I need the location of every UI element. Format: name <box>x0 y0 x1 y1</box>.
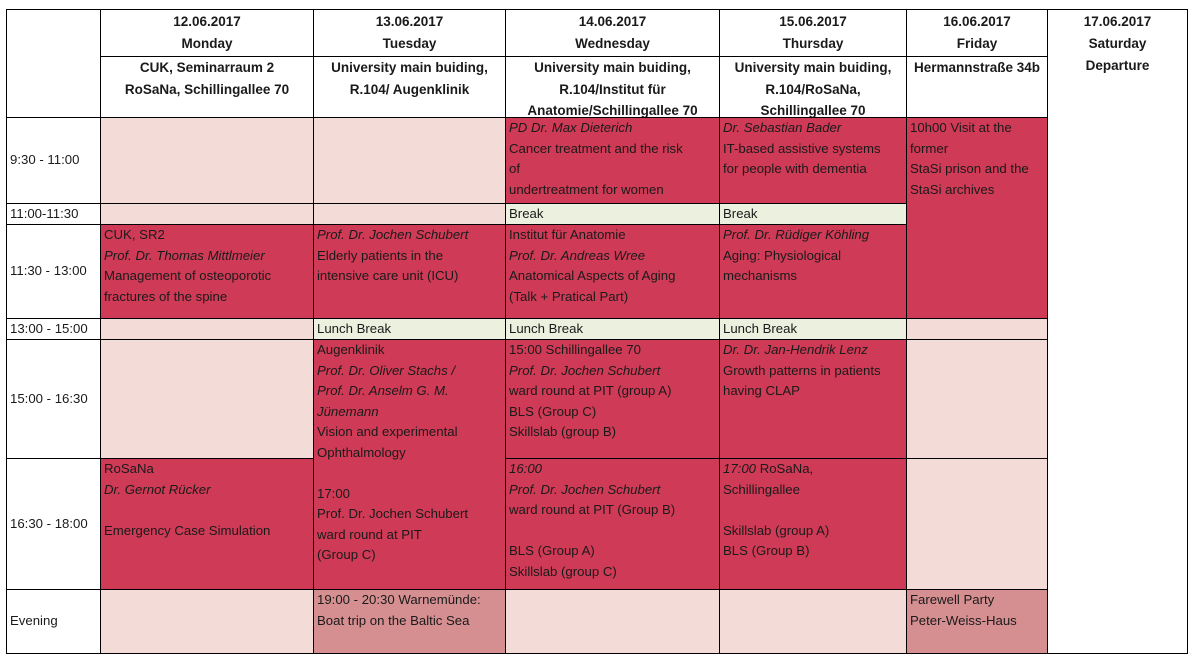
session-text: 19:00 - 20:30 Warnemünde: <box>317 592 481 607</box>
date-label: 13.06.2017 <box>375 14 444 29</box>
day-label: Saturday <box>1088 35 1147 51</box>
session-text: having CLAP <box>723 383 800 398</box>
empty-slot <box>100 589 313 653</box>
location-line: University main buiding, <box>331 60 488 75</box>
time-label: 15:00 - 16:30 <box>6 339 100 458</box>
location-line: University main buiding, <box>734 60 892 75</box>
session-text: Aging: Physiological <box>723 247 842 263</box>
session-text: StaSi prison and the <box>910 161 1029 176</box>
session-thu-0930 <box>719 117 906 203</box>
session-text: mechanisms <box>723 268 798 283</box>
date-label: 14.06.2017 <box>578 14 647 29</box>
corner-cell <box>6 9 100 117</box>
location-line: R.104/RoSaNa, <box>765 81 861 97</box>
location-line: RoSaNa, Schillingallee 70 <box>124 81 290 97</box>
session-text: Schillingallee <box>723 481 800 497</box>
empty-slot <box>719 589 906 653</box>
lunch-break-cell: Lunch Break <box>719 318 906 339</box>
session-place: Augenklinik <box>317 342 385 357</box>
empty-slot <box>313 117 505 203</box>
session-mon-1130 <box>100 224 313 318</box>
time-label: Evening <box>6 589 100 653</box>
spacer <box>723 500 903 521</box>
session-text: Skillslab (group B) <box>509 424 617 439</box>
header-friday <box>906 9 1047 117</box>
day-label: Tuesday <box>382 35 437 51</box>
time-label: 13:00 - 15:00 <box>6 318 100 339</box>
session-thu-1130 <box>719 224 906 318</box>
time-label: 11:30 - 13:00 <box>6 224 100 318</box>
header-saturday <box>1047 9 1187 653</box>
session-text: ward round at PIT (group A) <box>509 383 672 398</box>
lecturer: Prof. Dr. Jochen Schubert <box>317 227 469 242</box>
lecturer: Prof. Dr. Anselm G. M. <box>317 383 449 398</box>
location-line: CUK, Seminarraum 2 <box>139 60 275 75</box>
session-text: ward round at PIT <box>317 526 422 542</box>
session-mon-1630 <box>100 458 313 589</box>
session-time: 17:00 <box>723 461 757 476</box>
lecturer: Prof. Dr. Thomas Mittlmeier <box>104 247 265 263</box>
lunch-break-cell: Lunch Break <box>505 318 719 339</box>
session-place: CUK, SR2 <box>104 227 165 242</box>
session-place: 15:00 Schillingallee 70 <box>509 342 641 357</box>
day-label: Wednesday <box>575 35 650 51</box>
session-headline <box>723 459 903 480</box>
empty-slot <box>100 339 313 458</box>
header-tuesday <box>313 9 505 117</box>
break-cell: Break <box>505 203 719 224</box>
session-wed-1130 <box>505 224 719 318</box>
session-text: IT-based assistive systems <box>723 140 881 156</box>
session-tue-1500 <box>313 339 505 589</box>
session-text: BLS (Group B) <box>723 543 810 558</box>
date-label: 16.06.2017 <box>943 14 1011 29</box>
time-label: 9:30 - 11:00 <box>6 117 100 203</box>
empty-slot <box>100 117 313 203</box>
session-text: (Talk + Pratical Part) <box>509 288 629 304</box>
session-text: BLS (Group C) <box>509 403 597 419</box>
session-fri-0930 <box>906 117 1047 318</box>
time-label: 16:30 - 18:00 <box>6 458 100 589</box>
empty-slot <box>906 318 1047 339</box>
location-line: Schillingallee 70 <box>760 103 866 117</box>
session-text: Boat trip on the Baltic Sea <box>317 612 470 628</box>
lecturer: Prof. Dr. Rüdiger Köhling <box>723 227 870 242</box>
session-text: StaSi archives <box>910 181 995 197</box>
session-text: intensive care unit (ICU) <box>317 268 459 283</box>
session-text: Emergency Case Simulation <box>104 522 271 538</box>
empty-slot <box>100 203 313 224</box>
location-line: R.104/Institut für <box>559 81 666 97</box>
header-monday <box>100 9 313 117</box>
session-place: RoSaNa, <box>759 461 814 476</box>
session-text: of <box>509 161 520 176</box>
session-place: RoSaNa <box>104 461 154 476</box>
header-wednesday <box>505 9 719 117</box>
session-place: Institut für Anatomie <box>509 227 626 242</box>
session-text: ward round at PIT (Group B) <box>509 502 676 517</box>
lunch-break-cell: Lunch Break <box>313 318 505 339</box>
empty-slot <box>906 339 1047 458</box>
date-label: 17.06.2017 <box>1083 14 1152 29</box>
empty-slot <box>906 458 1047 589</box>
session-text: 17:00 <box>317 485 351 501</box>
session-text: Growth patterns in patients <box>723 362 881 378</box>
empty-slot <box>313 203 505 224</box>
spacer <box>317 463 502 484</box>
session-text: BLS (Group A) <box>509 543 595 558</box>
session-text: Skillslab (group C) <box>509 563 617 579</box>
session-text: former <box>910 140 949 156</box>
session-text: Elderly patients in the <box>317 247 444 263</box>
session-wed-0930 <box>505 117 719 203</box>
session-wed-1630 <box>505 458 719 589</box>
session-text: (Group C) <box>317 547 376 562</box>
date-label: 12.06.2017 <box>173 14 241 29</box>
session-text: Cancer treatment and the risk <box>509 140 683 156</box>
lecturer: Prof. Dr. Jochen Schubert <box>509 481 661 497</box>
lecturer: Dr. Dr. Jan-Hendrik Lenz <box>723 342 868 357</box>
location-line: Hermannstraße 34b <box>913 60 1041 75</box>
session-thu-1500 <box>719 339 906 458</box>
session-tue-1130 <box>313 224 505 318</box>
schedule-table <box>6 9 1188 654</box>
header-thursday <box>719 9 906 117</box>
day-label: Thursday <box>782 35 844 51</box>
spacer <box>104 500 310 521</box>
session-text: for people with dementia <box>723 161 867 176</box>
location-line: Departure <box>1085 58 1150 73</box>
session-time: 16:00 <box>509 461 543 476</box>
lecturer: PD Dr. Max Dieterich <box>509 120 633 135</box>
session-text: fractures of the spine <box>104 288 228 304</box>
location-line: University main buiding, <box>534 60 691 75</box>
lecturer: Prof. Dr. Jochen Schubert <box>509 362 661 378</box>
session-fri-evening <box>906 589 1047 653</box>
lecturer: Dr. Sebastian Bader <box>723 120 842 135</box>
session-text: undertreatment for women <box>509 181 664 197</box>
spacer <box>509 521 716 542</box>
lecturer: Jünemann <box>317 403 379 419</box>
lecturer: Prof. Dr. Oliver Stachs / <box>317 362 456 378</box>
session-wed-1500 <box>505 339 719 458</box>
session-text: Farewell Party <box>910 592 995 607</box>
session-text: Anatomical Aspects of Aging <box>509 268 676 283</box>
day-label: Monday <box>181 35 233 51</box>
session-text: Ophthalmology <box>317 444 406 460</box>
session-text: Management of osteoporotic <box>104 268 272 283</box>
date-label: 15.06.2017 <box>779 14 847 29</box>
lecturer: Dr. Gernot Rücker <box>104 481 211 497</box>
session-text: 10h00 Visit at the <box>910 120 1012 135</box>
time-label: 11:00-11:30 <box>6 203 100 224</box>
session-text: Peter-Weiss-Haus <box>910 612 1017 628</box>
location-line: Anatomie/Schillingallee 70 <box>527 103 698 117</box>
location-line: R.104/ Augenklinik <box>349 81 470 97</box>
session-text: Skillslab (group A) <box>723 522 830 538</box>
lecturer: Prof. Dr. Andreas Wree <box>509 247 646 263</box>
session-tue-evening <box>313 589 505 653</box>
day-label: Friday <box>956 35 998 51</box>
session-text: Prof. Dr. Jochen Schubert <box>317 506 468 521</box>
empty-slot <box>505 589 719 653</box>
break-cell: Break <box>719 203 906 224</box>
session-text: Vision and experimental <box>317 424 458 439</box>
session-thu-1630 <box>719 458 906 589</box>
empty-slot <box>100 318 313 339</box>
